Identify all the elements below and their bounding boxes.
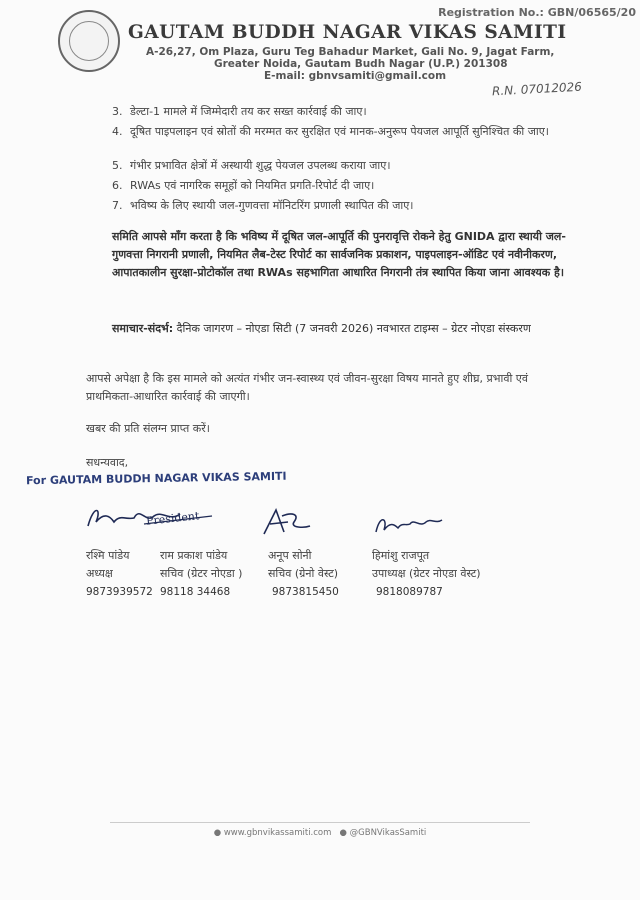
- signatory-name: हिमांशु राजपूत: [372, 549, 430, 562]
- news-reference-text: दैनिक जागरण – नोएडा सिटी (7 जनवरी 2026) नवभारत टाइम्स – ग्रेटर नोएडा संस्करण: [173, 322, 531, 335]
- demand-item: [112, 124, 582, 140]
- demand-number: 6.: [112, 179, 123, 192]
- attachment-note: खबर की प्रति संलग्न प्राप्त करें।: [86, 422, 210, 435]
- footer-divider: [110, 822, 530, 823]
- globe-icon: ●: [213, 828, 222, 838]
- signatory-phone: 9873815450: [272, 586, 339, 598]
- demand-text: डेल्टा-1 मामले में जिम्मेदारी तय कर सख्त कार्रवाई की जाए।: [130, 105, 367, 118]
- address-line-1: A-26,27, Om Plaza, Guru Teg Bahadur Market, Gali No. 9, Jagat Farm,: [146, 46, 555, 58]
- demand-text: RWAs एवं नागरिक समूहों को नियमित प्रगति-रिपोर्ट दी जाए।: [130, 179, 375, 192]
- demand-number: 3.: [112, 105, 123, 118]
- signatory-phone: 9818089787: [376, 586, 443, 598]
- signatory-title: सचिव (ग्रेनो वेस्ट): [268, 567, 339, 580]
- demand-item: [112, 198, 582, 214]
- footer: [0, 828, 640, 838]
- signatory-phone: 98118 34468: [160, 586, 231, 598]
- signature-anoop: [258, 504, 318, 540]
- signatory-name: अनूप सोनी: [268, 549, 312, 562]
- expectation-paragraph: आपसे अपेक्षा है कि इस मामले को अत्यंत गंभीर जन-स्वास्थ्य एवं जीवन-सुरक्षा विषय मानते हुए शीघ्र, प्रभावी एवं प्राथमिकता-आधारित कार्रवाई की जाएगी।: [86, 372, 529, 403]
- president-stamp-label: President: [145, 509, 200, 528]
- address-line-2: Greater Noida, Gautam Budh Nagar (U.P.) 201308: [214, 58, 508, 70]
- signatory-phone: 9873939572: [86, 586, 153, 598]
- organization-name: GAUTAM BUDDH NAGAR VIKAS SAMITI: [128, 22, 567, 43]
- closing-salutation: सधन्यवाद,: [86, 456, 129, 469]
- signatory-title: उपाध्यक्ष (ग्रेटर नोएडा वेस्ट): [372, 567, 481, 580]
- footer-handle: @GBNVikasSamiti: [349, 828, 427, 838]
- demand-item: [112, 178, 582, 194]
- demand-text: गंभीर प्रभावित क्षेत्रों में अस्थायी शुद्ध पेयजल उपलब्ध कराया जाए।: [130, 159, 391, 172]
- signature-himanshu: [370, 510, 450, 540]
- signatory-title: अध्यक्ष: [86, 567, 113, 580]
- samiti-logo: [58, 10, 120, 72]
- demand-number: 7.: [112, 199, 123, 212]
- organization-stamp: For GAUTAM BUDDH NAGAR VIKAS SAMITI: [25, 469, 287, 488]
- reference-number: R.N. 07012026: [491, 79, 583, 99]
- demand-item: [112, 104, 582, 120]
- signatory-title: सचिव (ग्रेटर नोएडा ): [160, 567, 243, 580]
- news-reference-label: समाचार-संदर्भ:: [112, 322, 174, 335]
- logo-emblem: [69, 21, 109, 61]
- committee-demand-paragraph: समिति आपसे माँग करता है कि भविष्य में दूषित जल-आपूर्ति की पुनरावृत्ति रोकने हेतु GNIDA द्वारा स्थायी जल-गुणवत्ता निगरानी प्रणाली, नियमित लैब-टेस्ट रिपोर्ट का सार्वजनिक प्रकाशन, पाइपलाइन-ऑडिट एवं नवीनीकरण, आपातकालीन सुरक्षा-प्रोटोकॉल तथा RWAs सहभागिता आधारित निगरानी तंत्र स्थापित किया जाना आवश्यक है।: [112, 230, 566, 279]
- email: E-mail: gbnvsamiti@gmail.com: [264, 70, 447, 82]
- demand-number: 4.: [112, 125, 123, 138]
- demand-item: [112, 158, 582, 174]
- registration-number: Registration No.: GBN/06565/20: [438, 6, 636, 19]
- social-icon: ●: [339, 828, 347, 838]
- demand-text: भविष्य के लिए स्थायी जल-गुणवत्ता मॉनिटरिंग प्रणाली स्थापित की जाए।: [130, 199, 414, 212]
- signatory-name: रश्मि पांडेय: [86, 549, 130, 562]
- signatory-name: राम प्रकाश पांडेय: [160, 549, 228, 562]
- footer-website: www.gbnvikassamiti.com: [223, 828, 332, 838]
- demand-number: 5.: [112, 159, 123, 172]
- demand-text: दूषित पाइपलाइन एवं स्रोतों की मरम्मत कर सुरक्षित एवं मानक-अनुरूप पेयजल आपूर्ति सुनिश्चित की जाए।: [130, 125, 549, 138]
- news-reference: [112, 320, 582, 338]
